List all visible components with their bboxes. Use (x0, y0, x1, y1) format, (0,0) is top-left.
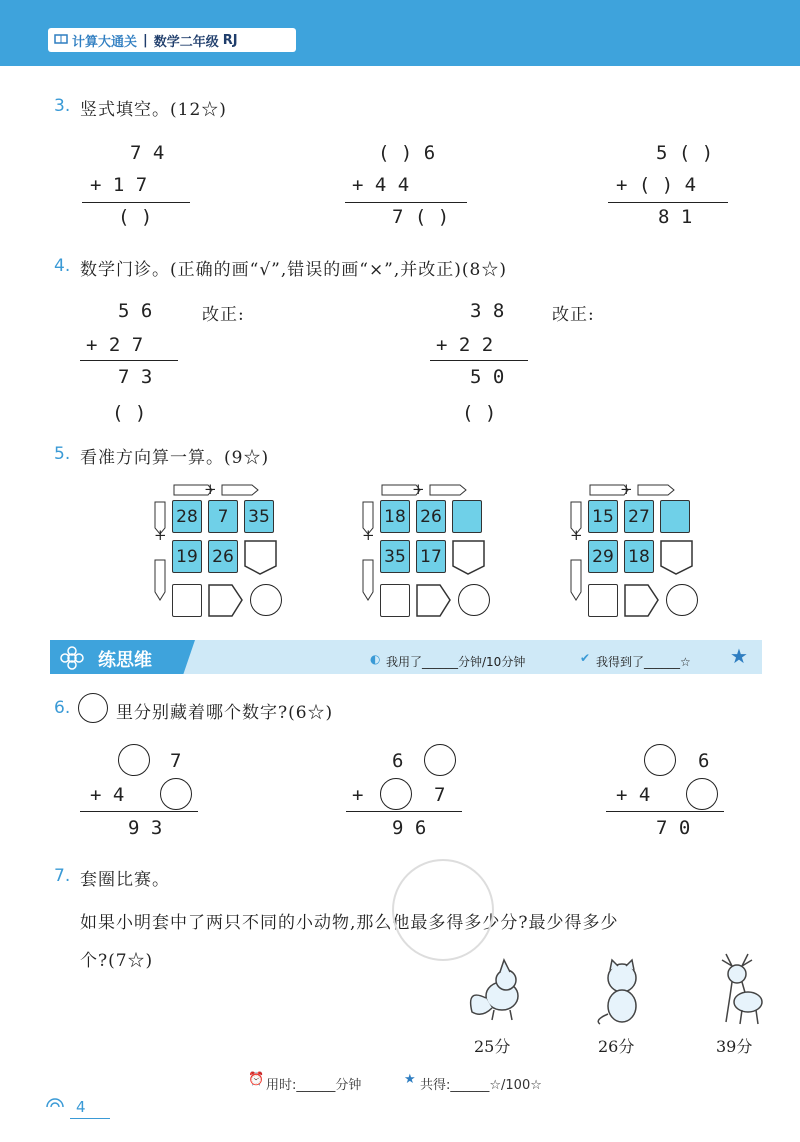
q3-p2-row1: ( ) 6 (378, 142, 436, 164)
q4-p1-row1: 5 6 (118, 300, 153, 322)
q5-g1-answer-box[interactable] (244, 540, 278, 576)
q3-p3-row1: 5 ( ) (656, 142, 714, 164)
q4-p1-fix-label: 改正: (202, 305, 245, 325)
q5-g2-cell: 35 (380, 540, 410, 573)
q5-g1-cell: 26 (208, 540, 238, 573)
q6-p1-a: 7 (170, 750, 182, 772)
q3-p2-rule (345, 202, 467, 203)
q5-text: 看准方向算一算。(9☆) (80, 448, 270, 468)
header-tab (48, 28, 296, 52)
q3-p3-row2: + ( ) 4 (616, 174, 697, 196)
q6-p2-r: 9 6 (392, 817, 427, 839)
q6-number: 6. (54, 698, 71, 718)
cat-icon (592, 958, 652, 1028)
subject-title: 数学二年级 (153, 34, 219, 50)
q5-g1-cell: 19 (172, 540, 202, 573)
q5-g3-answer-box[interactable] (624, 584, 660, 618)
q4-p2-fix-label: 改正: (552, 305, 595, 325)
star-icon: ★ (730, 644, 748, 668)
q3-p1-rule (82, 202, 190, 203)
q3-number: 3. (54, 96, 71, 116)
q5-g3-plus-top: + (620, 480, 633, 498)
q5-g1-answer-box[interactable] (172, 584, 202, 617)
check-icon: ✔ (580, 651, 591, 665)
clock-icon: ◐ (370, 652, 381, 666)
q6-p2-circle[interactable] (424, 744, 456, 776)
q5-grid-3 (566, 480, 706, 630)
page-number-underline (70, 1118, 110, 1119)
q5-g3-cell: 15 (588, 500, 618, 533)
q6-text: 里分别藏着哪个数字?(6☆) (116, 703, 334, 723)
q5-g1-cell: 35 (244, 500, 274, 533)
q4-p1-rule (80, 360, 178, 361)
q4-number: 4. (54, 256, 71, 276)
q5-g2-answer-box[interactable] (452, 540, 486, 576)
q4-p1-row3: 7 3 (118, 366, 153, 388)
right-arrow-icon (588, 482, 698, 498)
q5-grid-2 (358, 480, 498, 630)
q6-p1-rule (80, 811, 198, 812)
watermark-stamp (368, 850, 518, 970)
book-icon (54, 32, 68, 46)
q5-g1-answer-box[interactable] (208, 584, 244, 618)
q6-p3-b: + 4 (616, 784, 651, 806)
q7-desc-line1: 如果小明套中了两只不同的小动物,那么他最多得多少分?最少得多少 (80, 913, 619, 933)
q6-p3-circle[interactable] (686, 778, 718, 810)
series-title: 计算大通关 (72, 34, 138, 50)
q6-p3-r: 7 0 (656, 817, 691, 839)
q5-g3-cell: 18 (624, 540, 654, 573)
q5-g3-answer-circle[interactable] (666, 584, 698, 616)
q5-g2-answer-circle[interactable] (458, 584, 490, 616)
q7-number: 7. (54, 866, 71, 886)
q6-p2-b2: 7 (434, 784, 446, 806)
q4-p2-rule (430, 360, 528, 361)
footer-time: 用时:______分钟 (266, 1078, 362, 1093)
q5-g3-cell: 29 (588, 540, 618, 573)
right-arrow-icon (172, 482, 282, 498)
q4-p1-row2: + 2 7 (86, 334, 144, 356)
q6-p2-rule (346, 811, 462, 812)
down-arrow-icon (360, 500, 376, 610)
alarm-icon: ⏰ (248, 1072, 265, 1087)
footer-score: 共得:______☆/100☆ (420, 1078, 542, 1093)
q5-g3-answer-box[interactable] (660, 540, 694, 576)
fox-icon (462, 958, 532, 1024)
q4-p2-row3: 5 0 (470, 366, 505, 388)
down-arrow-icon (152, 500, 168, 610)
q5-g3-answer-cell[interactable] (660, 500, 690, 533)
q6-p1-circle[interactable] (118, 744, 150, 776)
q6-p1-b: + 4 (90, 784, 125, 806)
q5-g2-answer-box[interactable] (380, 584, 410, 617)
q7-desc-line2: 个?(7☆) (80, 951, 154, 971)
q5-g2-cell: 18 (380, 500, 410, 533)
right-arrow-icon (380, 482, 490, 498)
q6-p3-rule (606, 811, 724, 812)
q6-circle-glyph (78, 693, 108, 723)
q5-number: 5. (54, 444, 71, 464)
q6-p1-circle[interactable] (160, 778, 192, 810)
q5-g1-plus-left: + (154, 526, 167, 544)
q3-p3-row3: 8 1 (658, 206, 693, 228)
q5-g2-cell: 17 (416, 540, 446, 573)
q5-g1-cell: 28 (172, 500, 202, 533)
banner-time: 我用了______分钟/10分钟 (386, 655, 526, 669)
q3-p1-row2: + 1 7 (90, 174, 148, 196)
q6-p2-b: + (352, 784, 364, 806)
q4-p1-mark: ( ) (112, 402, 147, 424)
animal-score: 26分 (598, 1037, 635, 1056)
q6-p2-a: 6 (392, 750, 404, 772)
q7-text: 套圈比赛。 (80, 870, 170, 890)
star-icon: ★ (404, 1072, 416, 1087)
q5-g2-plus-top: + (412, 480, 425, 498)
q3-p3-rule (608, 202, 728, 203)
q5-g2-cell: 26 (416, 500, 446, 533)
q3-p1-row1: 7 4 (130, 142, 165, 164)
q6-p1-r: 9 3 (128, 817, 163, 839)
q4-p2-mark: ( ) (462, 402, 497, 424)
q5-grid-1 (150, 480, 290, 630)
q4-text: 数学门诊。(正确的画“√”,错误的画“×”,并改正)(8☆) (80, 260, 507, 280)
section-title: 练思维 (98, 650, 152, 671)
q5-g1-plus-top: + (204, 480, 217, 498)
q3-p1-row3: ( ) (118, 206, 153, 228)
edition-label: RJ (222, 32, 238, 48)
q4-p2-row1: 3 8 (470, 300, 505, 322)
q6-p3-circle[interactable] (644, 744, 676, 776)
banner-score: 我得到了______☆ (596, 655, 691, 669)
q3-p2-row3: 7 ( ) (392, 206, 450, 228)
q5-g2-answer-box[interactable] (416, 584, 452, 618)
animal-score: 39分 (716, 1037, 753, 1056)
q5-g3-cell: 27 (624, 500, 654, 533)
swirl-icon (40, 1096, 70, 1118)
q6-p3-a: 6 (698, 750, 710, 772)
q5-g3-answer-box[interactable] (588, 584, 618, 617)
down-arrow-icon (568, 500, 584, 610)
q4-p2-row2: + 2 2 (436, 334, 494, 356)
q5-g1-cell: 7 (208, 500, 238, 533)
animal-score: 25分 (474, 1037, 511, 1056)
deer-icon (702, 952, 772, 1028)
q5-g1-answer-circle[interactable] (250, 584, 282, 616)
q5-g2-plus-left: + (362, 526, 375, 544)
flower-icon (60, 646, 84, 670)
q3-text: 竖式填空。(12☆) (80, 100, 227, 120)
q6-p2-circle[interactable] (380, 778, 412, 810)
q5-g3-plus-left: + (570, 526, 583, 544)
q5-g2-answer-cell[interactable] (452, 500, 482, 533)
header-separator: | (143, 32, 148, 48)
q3-p2-row2: + 4 4 (352, 174, 410, 196)
page-number: 4 (76, 1098, 86, 1116)
